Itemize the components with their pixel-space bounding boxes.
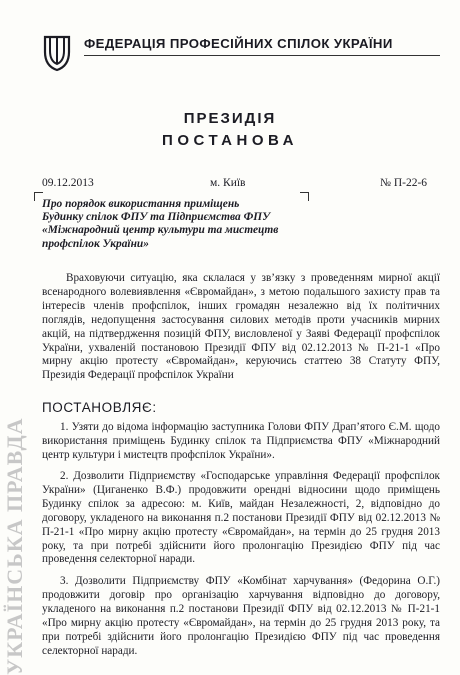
document-date: 09.12.2013 — [42, 177, 94, 189]
document-city: м. Київ — [210, 177, 246, 189]
resolution-item-3: 3. Дозволити Підприємству ФПУ «Комбінат харчування» (Федорина О.Г.) продовжити договір про організацію харчування відповідно до договору, укладеного на виконання п.2 постанови Президії ФПУ від 02.12.2013 № П-21-1 «Про мирну акцію протесту «Євромайдан», на термін до 25 грудня 2013 року, та при потребі здійснити його пролонгацію Президією ФПУ під час проведення селекторної наради. — [42, 575, 440, 657]
decree-heading: ПОСТАНОВА — [162, 132, 298, 149]
subject-line: Про порядок використання приміщень — [42, 198, 240, 210]
document-number: № П-22-6 — [380, 177, 428, 189]
resolution-item-2: 2. Дозволити Підприємству «Господарське управління Федерації профспілок України» (Циганенко В.Ф.) продовжити орендні відносини щодо приміщень Будинку спілок за адресою: м. Київ, майдан Незалежності, 2, відповідно до договору, укладеного на виконання п.2 постанови Президії ФПУ від 02.12.2013 № П-21-1 «Про мирну акцію протесту «Євромайдан», на термін до 25 грудня 2013 року, та при потребі здійснити його пролонгацію Президією ФПУ під час проведення селекторної наради. — [42, 470, 440, 566]
fpu-logo-icon — [42, 34, 72, 72]
resolves-heading: ПОСТАНОВЛЯЄ: — [42, 400, 157, 415]
organization-name: ФЕДЕРАЦІЯ ПРОФЕСІЙНИХ СПІЛОК УКРАЇНИ — [84, 36, 393, 51]
subject-line: Будинку спілок ФПУ та Підприємства ФПУ — [42, 211, 271, 224]
presidium-heading: ПРЕЗИДІЯ — [183, 110, 277, 127]
preamble-paragraph: Враховуючи ситуацію, яка склалася у зв’язку з проведенням мирної акції всенародного волевиявлення «Євромайдан», з метою подальшого захисту прав та інтересів членів профспілок, інших громадян незалежно від їх політичних поглядів, недопущення застосування силових методів проти учасників мирних акцій, на підтвердження позицій ФПУ, висловленої у Заяві Федерації профспілок України, ухваленій постановою Президії ФПУ від 02.12.2013 № П-21-1 «Про мирну акцію протесту «Євромайдан», керуючись статтею 38 Статуту ФПУ, Президія Федерації профспілок України — [42, 272, 440, 382]
watermark: УКРАЇНСЬКА ПРАВДА — [2, 417, 27, 675]
subject-line: профспілок України» — [42, 237, 149, 250]
header-divider — [84, 55, 440, 56]
resolution-item-1: 1. Узяти до відома інформацію заступника Голови ФПУ Драп’ятого Є.М. щодо використання приміщень Будинку спілок та Підприємства ФПУ «Міжнародний центр культури і мистецтв профспілок України». — [42, 421, 440, 461]
subject-line: «Міжнародний центр культури та мистецтв — [42, 224, 279, 237]
document-subject — [42, 198, 302, 251]
